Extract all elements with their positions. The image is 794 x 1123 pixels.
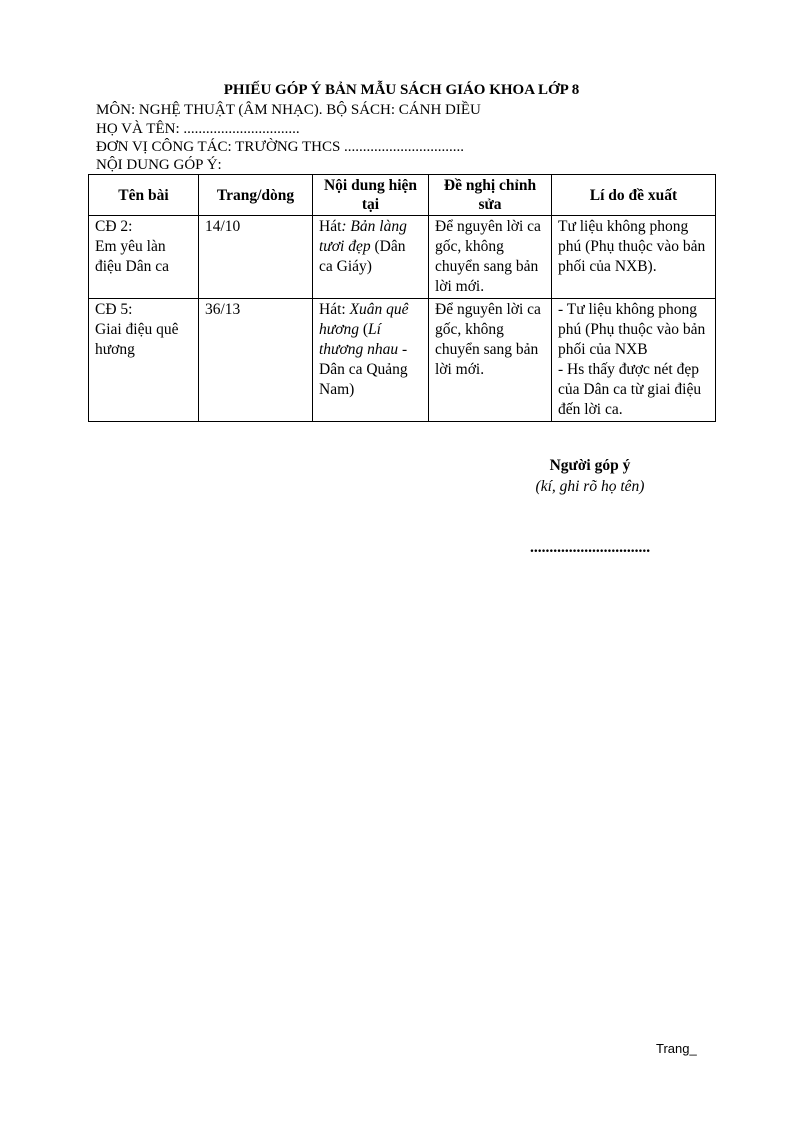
feedback-table [88,174,716,422]
page-number-label: Trang_ [656,1041,697,1056]
signer-title: Người góp ý [549,457,631,474]
cell-text: CĐ 2: Em yêu làn điệu Dân ca [95,218,170,275]
cell-text: 36/13 [205,301,241,318]
cell-text: - Tư liệu không phong phú (Phụ thuộc vào bản phối của NXB - Hs thấy được nét đẹp của Dân ca từ giai điệu đến lời ca. [558,301,706,418]
table-row [89,299,716,422]
cell-text-prefix: Hát [319,218,342,235]
signer-note: (kí, ghi rõ họ tên) [535,478,645,495]
song-title-alt: Lí thương nhau [319,321,399,358]
cell-li-do [552,299,716,422]
name-line: HỌ VÀ TÊN: ............................... [96,121,300,137]
cell-noi-dung [313,299,429,422]
signature-line: ............................... [529,539,651,556]
cell-ten-bai [89,216,199,299]
cell-text-prefix: Hát: [319,301,350,318]
header-noi-dung: Nội dung hiện tại [313,175,429,216]
content-heading: NỘI DUNG GÓP Ý: [96,157,222,173]
cell-text: CĐ 5: Giai điệu quê hương [95,301,179,358]
song-title: Xuân quê hương [319,301,409,338]
cell-de-nghi [429,299,552,422]
header-ten-bai: Tên bài [89,175,199,216]
cell-text: Để nguyên lời ca gốc, không chuyển sang bản lời mới. [435,218,541,295]
cell-text-middle: ( [358,321,369,338]
cell-de-nghi [429,216,552,299]
page-title: PHIẾU GÓP Ý BẢN MẪU SÁCH GIÁO KHOA LỚP 8 [223,82,580,98]
cell-text: Tư liệu không phong phú (Phụ thuộc vào bản phối của NXB). [558,218,706,275]
table-row [89,216,716,299]
cell-ten-bai [89,299,199,422]
header-trang-dong: Trang/dòng [199,175,313,216]
cell-trang-dong [199,216,313,299]
cell-text: Để nguyên lời ca gốc, không chuyển sang bản lời mới. [435,301,541,378]
cell-text: 14/10 [205,218,241,235]
subject-line: MÔN: NGHỆ THUẬT (ÂM NHẠC). BỘ SÁCH: CÁNH DIỀU [96,102,481,118]
workplace-line: ĐƠN VỊ CÔNG TÁC: TRƯỜNG THCS ................................ [96,139,465,155]
cell-text-suffix: (Dân ca Giáy) [319,238,406,275]
header-de-nghi: Đề nghị chỉnh sửa [429,175,552,216]
song-title: : Bản làng tươi đẹp [319,218,407,255]
cell-noi-dung [313,216,429,299]
cell-text-suffix: - Dân ca Quảng Nam) [319,341,408,398]
table-header-row [89,175,716,216]
header-li-do: Lí do đề xuất [552,175,716,216]
cell-li-do [552,216,716,299]
cell-trang-dong [199,299,313,422]
